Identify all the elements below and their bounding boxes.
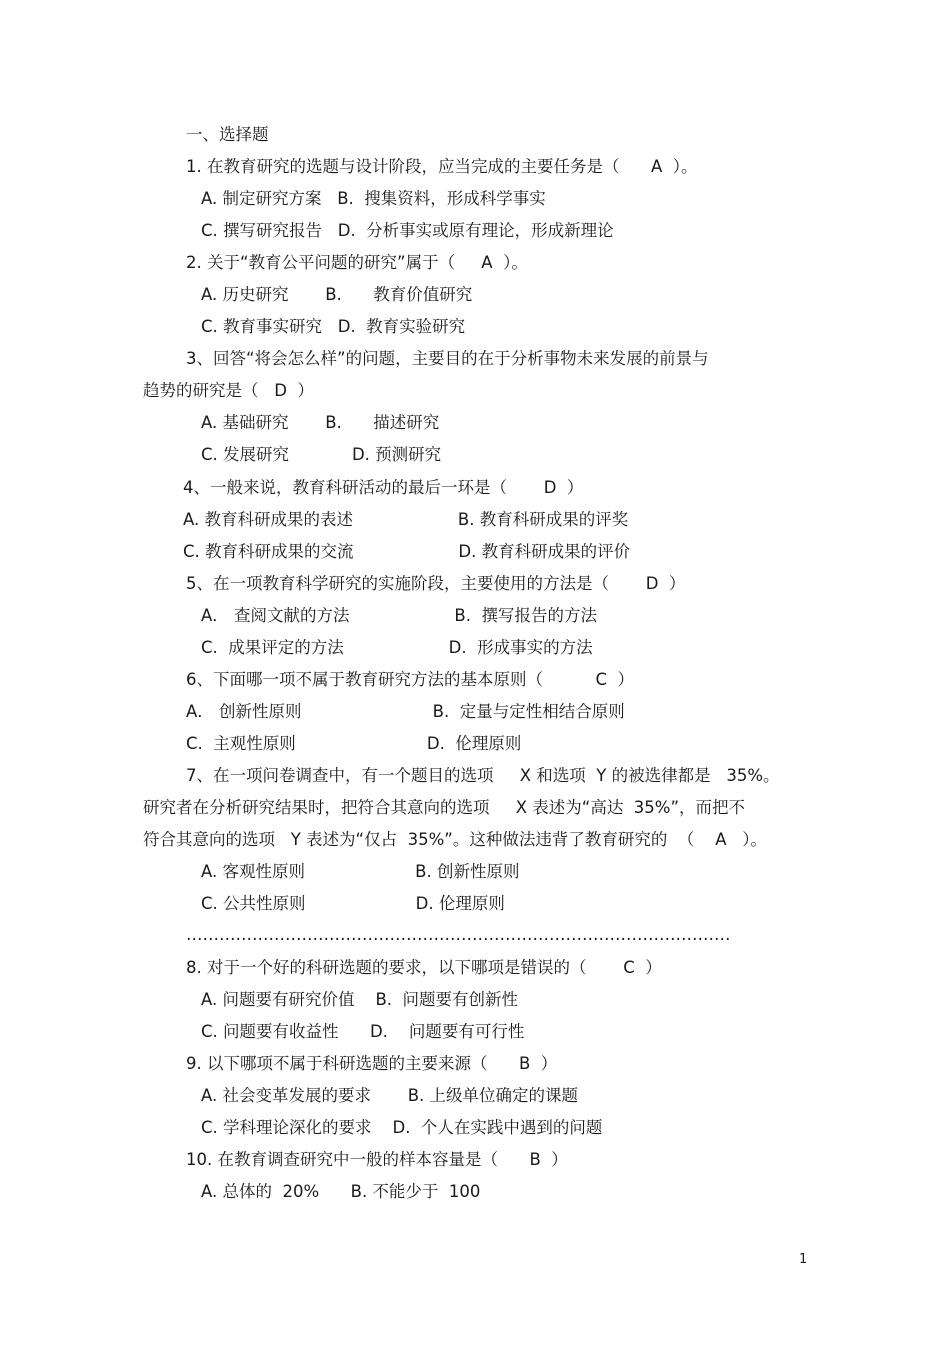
question-4-options-cd: C. 教育科研成果的交流 D. 教育科研成果的评价 [183,542,631,561]
question-9: 9. 以下哪项不属于科研选题的主要来源（ B ） [186,1054,558,1073]
dotted-separator: ……………………………………………………………………………………… [186,925,731,944]
question-1-options-ab: A. 制定研究方案 B. 搜集资料，形成科学事实 [201,189,546,208]
page-number: 1 [799,1252,808,1267]
question-4: 4、一般来说，教育科研活动的最后一环是（ D ） [183,478,584,497]
question-5-options-ab: A． 查阅文献的方法 B. 撰写报告的方法 [201,606,597,625]
question-5-options-cd: C. 成果评定的方法 D. 形成事实的方法 [201,638,593,657]
question-8-options-cd: C. 问题要有收益性 D. 问题要有可行性 [201,1022,525,1041]
section-heading: 一、选择题 [186,125,269,144]
question-8-options-ab: A. 问题要有研究价值 B. 问题要有创新性 [201,990,519,1009]
question-8: 8. 对于一个好的科研选题的要求，以下哪项是错误的（ C ） [186,958,662,977]
question-10: 10. 在教育调查研究中一般的样本容量是（ B ） [186,1150,568,1169]
question-1-options-cd: C. 撰写研究报告 D. 分析事实或原有理论，形成新理论 [201,221,614,240]
question-1: 1. 在教育研究的选题与设计阶段，应当完成的主要任务是（ A ）。 [186,157,698,176]
question-2-options-ab: A. 历史研究 B. 教育价值研究 [201,285,473,304]
question-10-options-ab: A. 总体的 20% B. 不能少于 100 [201,1182,481,1201]
question-3-options-ab: A. 基础研究 B. 描述研究 [201,413,440,432]
question-3-options-cd: C. 发展研究 D. 预测研究 [201,445,442,464]
question-6-options-cd: C. 主观性原则 D. 伦理原则 [186,734,522,753]
question-6-options-ab: A． 创新性原则 B. 定量与定性相结合原则 [186,702,625,721]
question-7-line-1: 7、在一项问卷调查中，有一个题目的选项 X 和选项 Y 的被选律都是 35%。 [186,766,780,785]
question-6: 6、下面哪一项不属于教育研究方法的基本原则（ C ） [186,670,634,689]
question-5: 5、在一项教育科学研究的实施阶段，主要使用的方法是（ D ） [186,574,686,593]
question-2: 2. 关于“教育公平问题的研究”属于（ A ）。 [186,253,528,272]
question-3-line-2: 趋势的研究是（ D ） [143,381,314,400]
question-3-line-1: 3、回答“将会怎么样”的问题，主要目的在于分析事物未来发展的前景与 [186,349,709,368]
question-9-options-cd: C. 学科理论深化的要求 D. 个人在实践中遇到的问题 [201,1118,603,1137]
question-7-options-ab: A. 客观性原则 B. 创新性原则 [201,862,520,881]
question-7-options-cd: C. 公共性原则 D. 伦理原则 [201,894,505,913]
question-2-options-cd: C. 教育事实研究 D. 教育实验研究 [201,317,466,336]
question-7-line-3: 符合其意向的选项 Y 表述为“仅占 35%”。这种做法违背了教育研究的 （ A ）。 [143,830,768,849]
question-7-line-2: 研究者在分析研究结果时，把符合其意向的选项 X 表述为“高达 35%”，而把不 [143,798,746,817]
question-4-options-ab: A. 教育科研成果的表述 B. 教育科研成果的评奖 [183,510,629,529]
question-9-options-ab: A. 社会变革发展的要求 B. 上级单位确定的课题 [201,1086,579,1105]
